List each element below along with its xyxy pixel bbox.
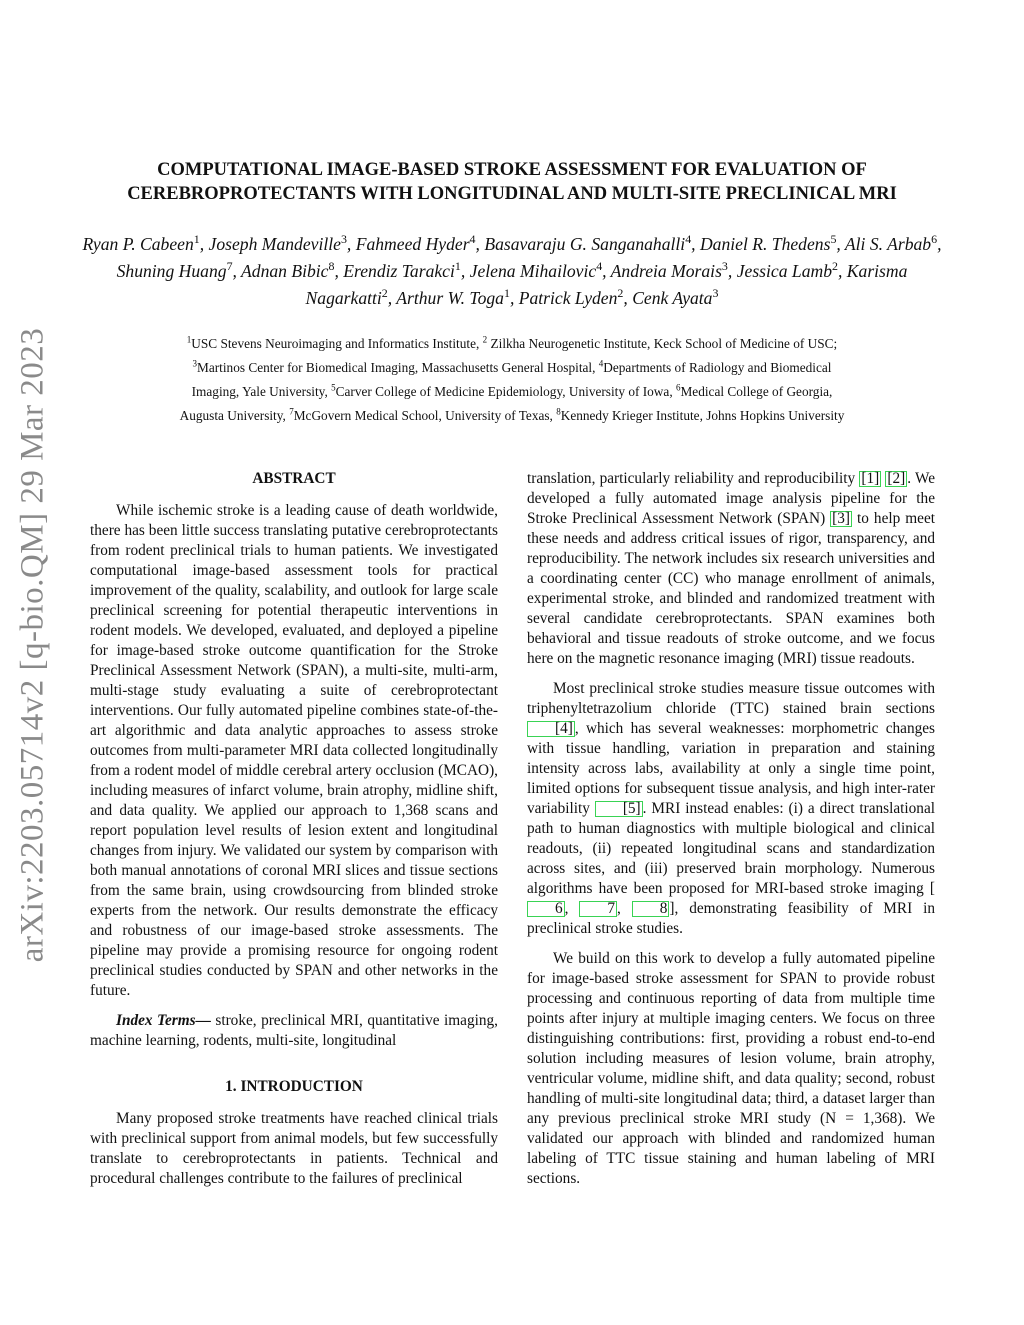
citation-2[interactable]: [2]: [887, 470, 906, 487]
intro-paragraph-2: Most preclinical stroke studies measure tissue outcomes with triphenyltetrazolium chloride (TTC) stained brain sections [4] , which has several weaknesses: morphometric changes with tissue handling, variation in preparation and staining intensity across labs, availability at only a single time point, limited options for subsequent tissue analysis, and high inter-rater variability [5] . MRI instead enables: (i) a direct translational path to human diagnostics with multiple biological and clinical readouts, (ii) repeated longitudinal scans and standardization across sites, and (iii) preserved brain morphology. Numerous algorithms have been proposed for MRI-based stroke imaging [6 , 7 , 8 ], demonstrating feasibility of MRI in preclinical stroke studies.: [527, 680, 935, 937]
author: Adnan Bibic$^8$,: [241, 259, 344, 281]
paper-title: [80, 158, 944, 206]
affiliation-line-1: $^1$USC Stevens Neuroimaging and Informatics Institute, $^2$ Zilkha Neurogenetic Institute, Keck School of Medicine of USC;: [186, 334, 838, 351]
citation-7[interactable]: 7: [579, 901, 617, 917]
intro-paragraph-1-continued: translation, particularly reliability and reproducibility [1] [2] . We developed a fully automated image analysis pipeline for the Stroke Preclinical Assessment Network (SPAN) [3] to help meet these needs and address critical issues of rigor, transparency, and reproducibility. The network includes six research universities and a coordinating center (CC) who manage enrollment of animals, experimental stroke, and blinded and randomized treatment with several candidate cerebroprotectants. SPAN examines both behavioral and tissue readouts of stroke outcome, and we focus here on the magnetic resonance imaging (MRI) tissue readouts.: [527, 470, 935, 667]
abstract-text: While ischemic stroke is a leading cause of death worldwide, there has been little success translating putative cerebroprotectants from rodent preclinical trials to human patients. We investigated computational image-based assessment tools for practical improvement of the quality, scalability, and outlook for large scale preclinical screening for potential therapeutic interventions in rodent models. We developed, evaluated, and deployed a pipeline for image-based stroke outcome quantification for the Stroke Preclinical Assessment Network (SPAN), a multi-site, multi-arm, multi-stage study evaluating a suite of cerebroprotectant interventions. Our fully automated pipeline combines state-of-the-art algorithmic and data analytic approaches to assess stroke outcomes from multi-parameter MRI data collected longitudinally from a rodent model of middle cerebral artery occlusion (MCAO), including measures of infarct volume, brain atrophy, midline shift, and data quality. We applied our approach to 1,368 scans and report population level results of lesion extent and longitudinal changes from injury. We validated our system by comparison with both manual annotations of coronal MRI slices and tissue sections from the same brain, using crowdsourcing from blinded stroke experts from the network. Our results demonstrate the efficacy and robustness of our image-based stroke assessments. The pipeline may provide a promising resource for ongoing rodent preclinical studies conducted by SPAN and other networks in the future.: [90, 502, 498, 999]
author: Karisma Nagarkatti$^2$,: [305, 261, 908, 308]
author: Daniel R. Thedens$^5$,: [699, 232, 845, 254]
citation-4[interactable]: [4]: [527, 721, 575, 737]
affiliations: [80, 332, 944, 428]
author: Ali S. Arbab$^6$,: [844, 232, 942, 254]
right-column: [527, 469, 935, 1189]
intro-paragraph-1: Many proposed stroke treatments have reached clinical trials with preclinical support from animal models, but few successfully translate to cerebroprotectants in patients. Technical and procedural challenges contribute to the failures of preclinical: [90, 1110, 498, 1187]
author: Arthur W. Toga$^1$,: [396, 286, 519, 308]
author-list: [80, 231, 944, 312]
affiliation-line-4: Augusta University, $^7$McGovern Medical School, University of Texas, $^8$Kennedy Krieger Institute, Johns Hopkins University: [179, 406, 845, 423]
index-terms-label: Index Terms—: [116, 1012, 211, 1029]
citation-5[interactable]: [5]: [595, 801, 643, 817]
arxiv-id: arXiv:2203.05714v2 [q-bio.QM] 29 Mar 2023: [14, 327, 51, 963]
author: Fahmeed Hyder$^4$,: [355, 232, 485, 254]
abstract-heading: ABSTRACT: [252, 470, 336, 487]
author: Joseph Mandeville$^3$,: [208, 232, 356, 254]
author: Erendiz Tarakci$^1$,: [343, 259, 470, 281]
title-line-2: CEREBROPROTECTANTS WITH LONGITUDINAL AND MULTI-SITE PRECLINICAL MRI: [127, 184, 897, 204]
title-line-1: COMPUTATIONAL IMAGE-BASED STROKE ASSESSMENT FOR EVALUATION OF: [157, 160, 867, 180]
arxiv-watermark: [4, 325, 62, 965]
citation-6[interactable]: 6: [527, 901, 565, 917]
affiliation-line-2: $^3$Martinos Center for Biomedical Imaging, Massachusetts General Hospital, $^4$Departments of Radiology and Biomedical: [192, 358, 832, 375]
introduction-heading: 1. INTRODUCTION: [225, 1078, 363, 1095]
author: Patrick Lyden$^2$,: [518, 286, 633, 308]
author: Jelena Mihailovic$^4$,: [469, 259, 611, 281]
citation-3[interactable]: [3]: [832, 510, 851, 527]
author: Cenk Ayata$^3$: [632, 286, 719, 308]
author: Shuning Huang$^7$,: [116, 259, 242, 281]
index-terms: [90, 1011, 498, 1051]
affiliation-line-3: Imaging, Yale University, $^5$Carver College of Medicine Epidemiology, University of Iowa, $^6$Medical College of Georgia,: [191, 382, 833, 399]
author: Basavaraju G. Sanganahalli$^4$,: [484, 232, 700, 254]
author: Jessica Lamb$^2$,: [736, 259, 847, 281]
author: Andreia Morais$^3$,: [610, 259, 737, 281]
citation-1[interactable]: [1]: [861, 470, 880, 487]
author: Ryan P. Cabeen$^1$,: [82, 232, 209, 254]
intro-paragraph-3: We build on this work to develop a fully automated pipeline for image-based stroke assessment for SPAN to provide robust processing and continuous reporting of data from multiple time points after injury at multiple imaging centers. We focus on three distinguishing contributions: first, providing a robust end-to-end solution including measures of lesion volume, brain atrophy, ventricular volume, midline shift, and data quality; second, robust handling of multi-site longitudinal data; third, a dataset larger than any previous preclinical stroke MRI study (N = 1,368). We validated our approach with blinded and randomized human labeling of TTC tissue staining and human labeling of MRI sections.: [527, 950, 935, 1187]
citation-8[interactable]: 8: [632, 901, 670, 917]
index-terms-text: stroke, preclinical MRI, quantitative imaging, machine learning, rodents, multi-site, longitudinal: [90, 1012, 498, 1049]
left-column: [90, 469, 498, 1189]
